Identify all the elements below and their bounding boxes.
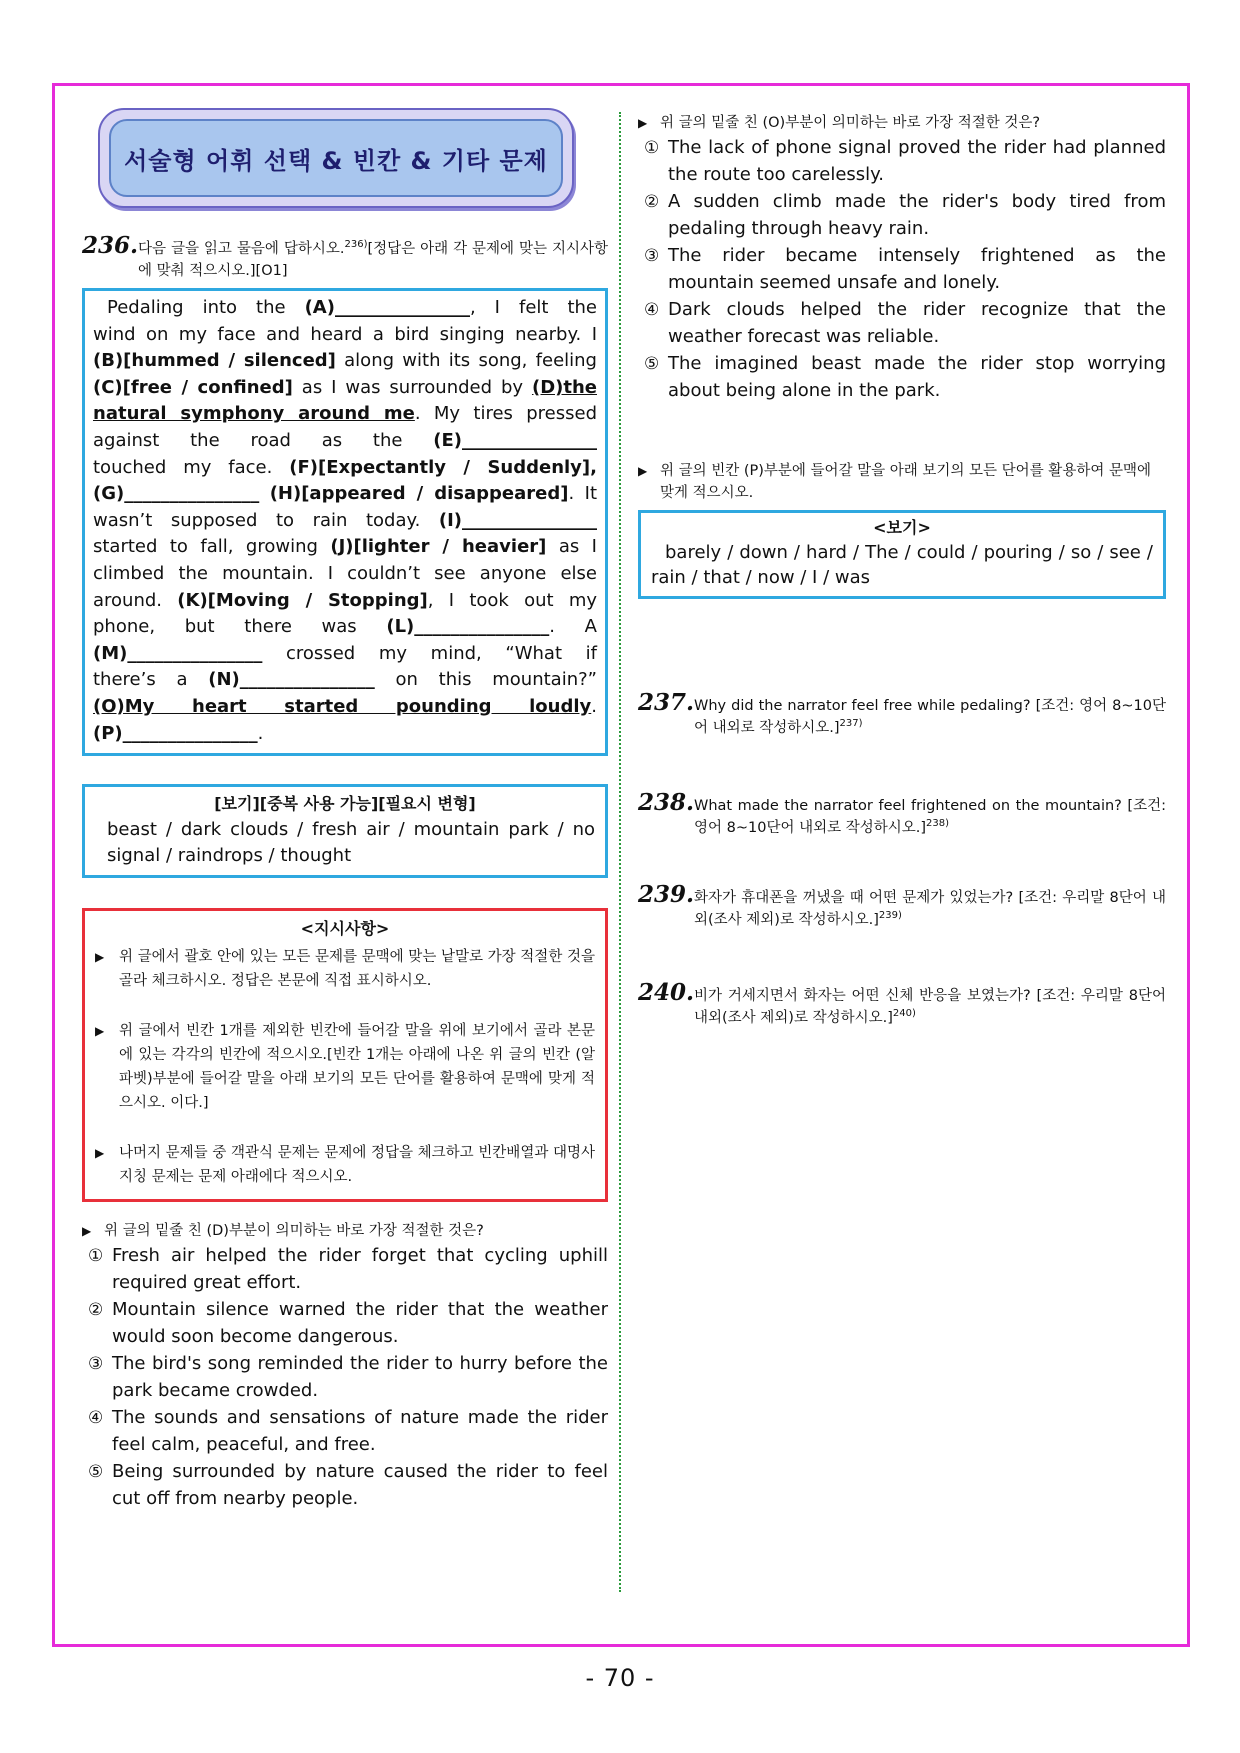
passage-line bbox=[93, 455, 597, 482]
passage-line bbox=[93, 508, 597, 535]
option-3[interactable]: ③ The bird's song reminded the rider to hurry before the park became crowded. bbox=[88, 1353, 608, 1401]
question-240: 240. 비가 거세지면서 화자는 어떤 신체 반응을 보였는가? [조건: 우리말 8단어 내외(조사 제외)로 작성하시오.]$^{240)}$ bbox=[638, 979, 1166, 1026]
column-divider bbox=[619, 112, 621, 1592]
word-bank-box bbox=[82, 784, 608, 878]
passage-marker: natural symphony around me bbox=[93, 403, 415, 425]
passage-text: as I bbox=[546, 536, 597, 558]
passage-marker: (N)_______________ bbox=[208, 669, 375, 691]
mcq-stem: ▶ 위 글의 밑줄 친 (D)부분이 의미하는 바로 가장 적절한 것은? bbox=[82, 1220, 608, 1242]
question-number: 239. bbox=[638, 881, 695, 908]
word-bank-words: barely / down / hard / The / could / pouring / so / see / rain / that / now / I / was bbox=[651, 542, 1153, 588]
passage-line bbox=[93, 534, 597, 561]
passage-marker: (D)the bbox=[531, 376, 597, 398]
footnote-ref: 238) bbox=[926, 818, 950, 830]
passage-line bbox=[93, 348, 597, 375]
instructions-title: <지시사항> bbox=[300, 919, 390, 939]
footnote-ref: 236) bbox=[344, 239, 368, 251]
passage-text: there’s a bbox=[93, 669, 209, 691]
reading-passage bbox=[82, 288, 608, 756]
passage-marker: (G)_______________ bbox=[93, 483, 260, 505]
passage-text: around. bbox=[93, 589, 178, 611]
triangle-bullet-icon: ▶ bbox=[95, 950, 105, 965]
passage-line bbox=[93, 721, 597, 748]
question-number: 236. bbox=[82, 232, 139, 259]
triangle-bullet-icon: ▶ bbox=[638, 116, 648, 130]
passage-marker: (H)[appeared / disappeared] bbox=[269, 483, 569, 505]
mcq-o bbox=[638, 112, 1166, 404]
passage-marker: (I)_______________ bbox=[438, 509, 597, 531]
section-title: 서술형 어휘 선택 & 빈칸 & 기타 문제 bbox=[124, 146, 548, 175]
triangle-bullet-icon: ▶ bbox=[95, 1024, 105, 1039]
passage-marker: (M)_______________ bbox=[93, 642, 263, 664]
passage-text: , I took out my bbox=[427, 589, 598, 611]
passage-line bbox=[93, 588, 597, 615]
question-238: 238. What made the narrator feel frightened on the mountain? [조건: 영어 8~10단어 내외로 작성하시오.]$^{238)}$ bbox=[638, 789, 1166, 836]
footnote-ref: 239) bbox=[878, 910, 902, 922]
passage-marker: (J)[lighter / heavier] bbox=[330, 536, 547, 558]
footnote-ref: 237) bbox=[839, 718, 863, 730]
passage-line bbox=[93, 614, 597, 641]
passage-text: against the road as the bbox=[93, 429, 434, 451]
passage-text: phone, but there was bbox=[93, 616, 387, 638]
question-number: 240. bbox=[638, 979, 695, 1006]
passage-text: as I was surrounded by bbox=[292, 376, 532, 398]
section-banner bbox=[98, 108, 574, 208]
passage-marker: (L)_______________ bbox=[386, 616, 550, 638]
blank-p-word-bank bbox=[638, 510, 1166, 599]
blank-p-question bbox=[638, 460, 1166, 599]
passage-line bbox=[93, 401, 597, 428]
question-number: 237. bbox=[638, 689, 695, 716]
footnote-ref: 240) bbox=[892, 1008, 916, 1020]
passage-line bbox=[93, 694, 597, 721]
passage-text: wind on my face and heard a bird singing nearby. I bbox=[93, 323, 597, 345]
word-bank-title: [보기][중복 사용 가능][필요시 변형] bbox=[214, 794, 476, 814]
passage-marker: (F)[Expectantly / Suddenly], bbox=[289, 456, 597, 478]
question-prompt: 다음 글을 읽고 물음에 답하시오. bbox=[138, 241, 345, 257]
option-4[interactable]: ④ The sounds and sensations of nature made the rider feel calm, peaceful, and free. bbox=[88, 1407, 608, 1455]
blank-p-stem: ▶ 위 글의 빈칸 (P)부분에 들어갈 말을 아래 보기의 모든 단어를 활용하여 문맥에 맞게 적으시오. bbox=[638, 460, 1166, 504]
passage-text bbox=[259, 483, 269, 504]
passage-text: Pedaling into the bbox=[107, 297, 305, 318]
passage-line bbox=[93, 322, 597, 349]
left-column bbox=[82, 100, 608, 1512]
option-2[interactable]: ② A sudden climb made the rider's body tired from pedaling through heavy rain. bbox=[644, 191, 1166, 239]
question-236-header bbox=[82, 232, 608, 282]
instruction-item: ▶ 위 글에서 빈칸 1개를 제외한 빈칸에 들어갈 말을 위에 보기에서 골라 본문에 있는 각각의 빈칸에 적으시오.[빈칸 1개는 아래에 나온 위 글의 빈칸 (알파벳)부분에 들어갈 말을 아래 보기의 모든 단어를 활용하여 문맥에 맞게 적으시오. 이다.] bbox=[95, 1019, 595, 1115]
passage-marker: (P)_______________ bbox=[93, 722, 258, 744]
passage-text: . bbox=[257, 722, 264, 744]
option-5[interactable]: ⑤ Being surrounded by nature caused the rider to feel cut off from nearby people. bbox=[88, 1461, 608, 1509]
passage-marker: (B)[hummed / silenced] bbox=[93, 350, 336, 372]
question-237: 237. Why did the narrator feel free while pedaling? [조건: 영어 8~10단어 내외로 작성하시오.]$^{237)}$ bbox=[638, 689, 1166, 736]
passage-marker: (K)[Moving / Stopping] bbox=[177, 589, 428, 611]
question-239: 239. 화자가 휴대폰을 꺼냈을 때 어떤 문제가 있었는가? [조건: 우리말 8단어 내외(조사 제외)로 작성하시오.]$^{239)}$ bbox=[638, 881, 1166, 928]
mcq-d bbox=[82, 1220, 608, 1512]
passage-marker: (A)_______________ bbox=[304, 297, 470, 318]
passage-marker: (C)[free / confined] bbox=[93, 376, 293, 398]
passage-line bbox=[93, 561, 597, 588]
option-1[interactable]: ① Fresh air helped the rider forget that cycling uphill required great effort. bbox=[88, 1245, 608, 1293]
option-5[interactable]: ⑤ The imagined beast made the rider stop worrying about being alone in the park. bbox=[644, 353, 1166, 401]
passage-text: along with its song, feeling bbox=[335, 350, 597, 372]
passage-text: . My tires pressed bbox=[414, 403, 597, 425]
passage-text: wasn’t supposed to rain today. bbox=[93, 509, 439, 531]
passage-text: climbed the mountain. I couldn’t see anyone else bbox=[93, 562, 597, 584]
question-prompt-2: [정답은 아래 각 문제에 맞는 지시사항에 맞춰 적으시오.][O1] bbox=[138, 241, 608, 279]
word-bank-title: <보기> bbox=[873, 518, 931, 537]
question-number: 238. bbox=[638, 789, 695, 816]
passage-marker: (O)My heart started pounding loudly bbox=[93, 695, 592, 717]
passage-text: crossed my mind, “What if bbox=[262, 642, 597, 664]
passage-text: on this mountain?” bbox=[374, 669, 597, 691]
passage-line bbox=[93, 481, 597, 508]
passage-text: started to fall, growing bbox=[93, 536, 331, 558]
passage-text: . A bbox=[549, 616, 597, 638]
passage-text: . It bbox=[568, 483, 598, 505]
passage-line bbox=[93, 375, 597, 402]
triangle-bullet-icon: ▶ bbox=[638, 464, 648, 478]
passage-text: , I felt the bbox=[469, 297, 597, 318]
passage-text: . bbox=[591, 695, 597, 717]
option-4[interactable]: ④ Dark clouds helped the rider recognize that the weather forecast was reliable. bbox=[644, 299, 1166, 347]
passage-text: touched my face. bbox=[93, 456, 290, 478]
passage-line bbox=[93, 667, 597, 694]
instruction-item: ▶ 위 글에서 괄호 안에 있는 모든 문제를 문맥에 맞는 낱말로 가장 적절한 것을 골라 체크하시오. 정답은 본문에 직접 표시하시오. bbox=[95, 945, 595, 993]
triangle-bullet-icon: ▶ bbox=[82, 1224, 92, 1239]
option-1[interactable]: ① The lack of phone signal proved the rider had planned the route too carelessly. bbox=[644, 137, 1166, 185]
right-column bbox=[638, 112, 1166, 1029]
word-bank-words: beast / dark clouds / fresh air / mountain park / no signal / raindrops / thought bbox=[107, 819, 595, 867]
passage-marker: (E)_______________ bbox=[433, 429, 597, 451]
triangle-bullet-icon: ▶ bbox=[95, 1146, 105, 1161]
option-3[interactable]: ③ The rider became intensely frightened as the mountain seemed unsafe and lonely. bbox=[644, 245, 1166, 293]
option-2[interactable]: ② Mountain silence warned the rider that the weather would soon become dangerous. bbox=[88, 1299, 608, 1347]
page-number: - 70 - bbox=[585, 1664, 655, 1692]
instructions-box bbox=[82, 908, 608, 1202]
mcq-stem: ▶ 위 글의 밑줄 친 (O)부분이 의미하는 바로 가장 적절한 것은? bbox=[638, 112, 1166, 134]
instruction-item: ▶ 나머지 문제들 중 객관식 문제는 문제에 정답을 체크하고 빈칸배열과 대명사 지칭 문제는 문제 아래에다 적으시오. bbox=[95, 1141, 595, 1189]
passage-line bbox=[93, 641, 597, 668]
passage-line bbox=[93, 428, 597, 455]
passage-line bbox=[93, 295, 597, 322]
